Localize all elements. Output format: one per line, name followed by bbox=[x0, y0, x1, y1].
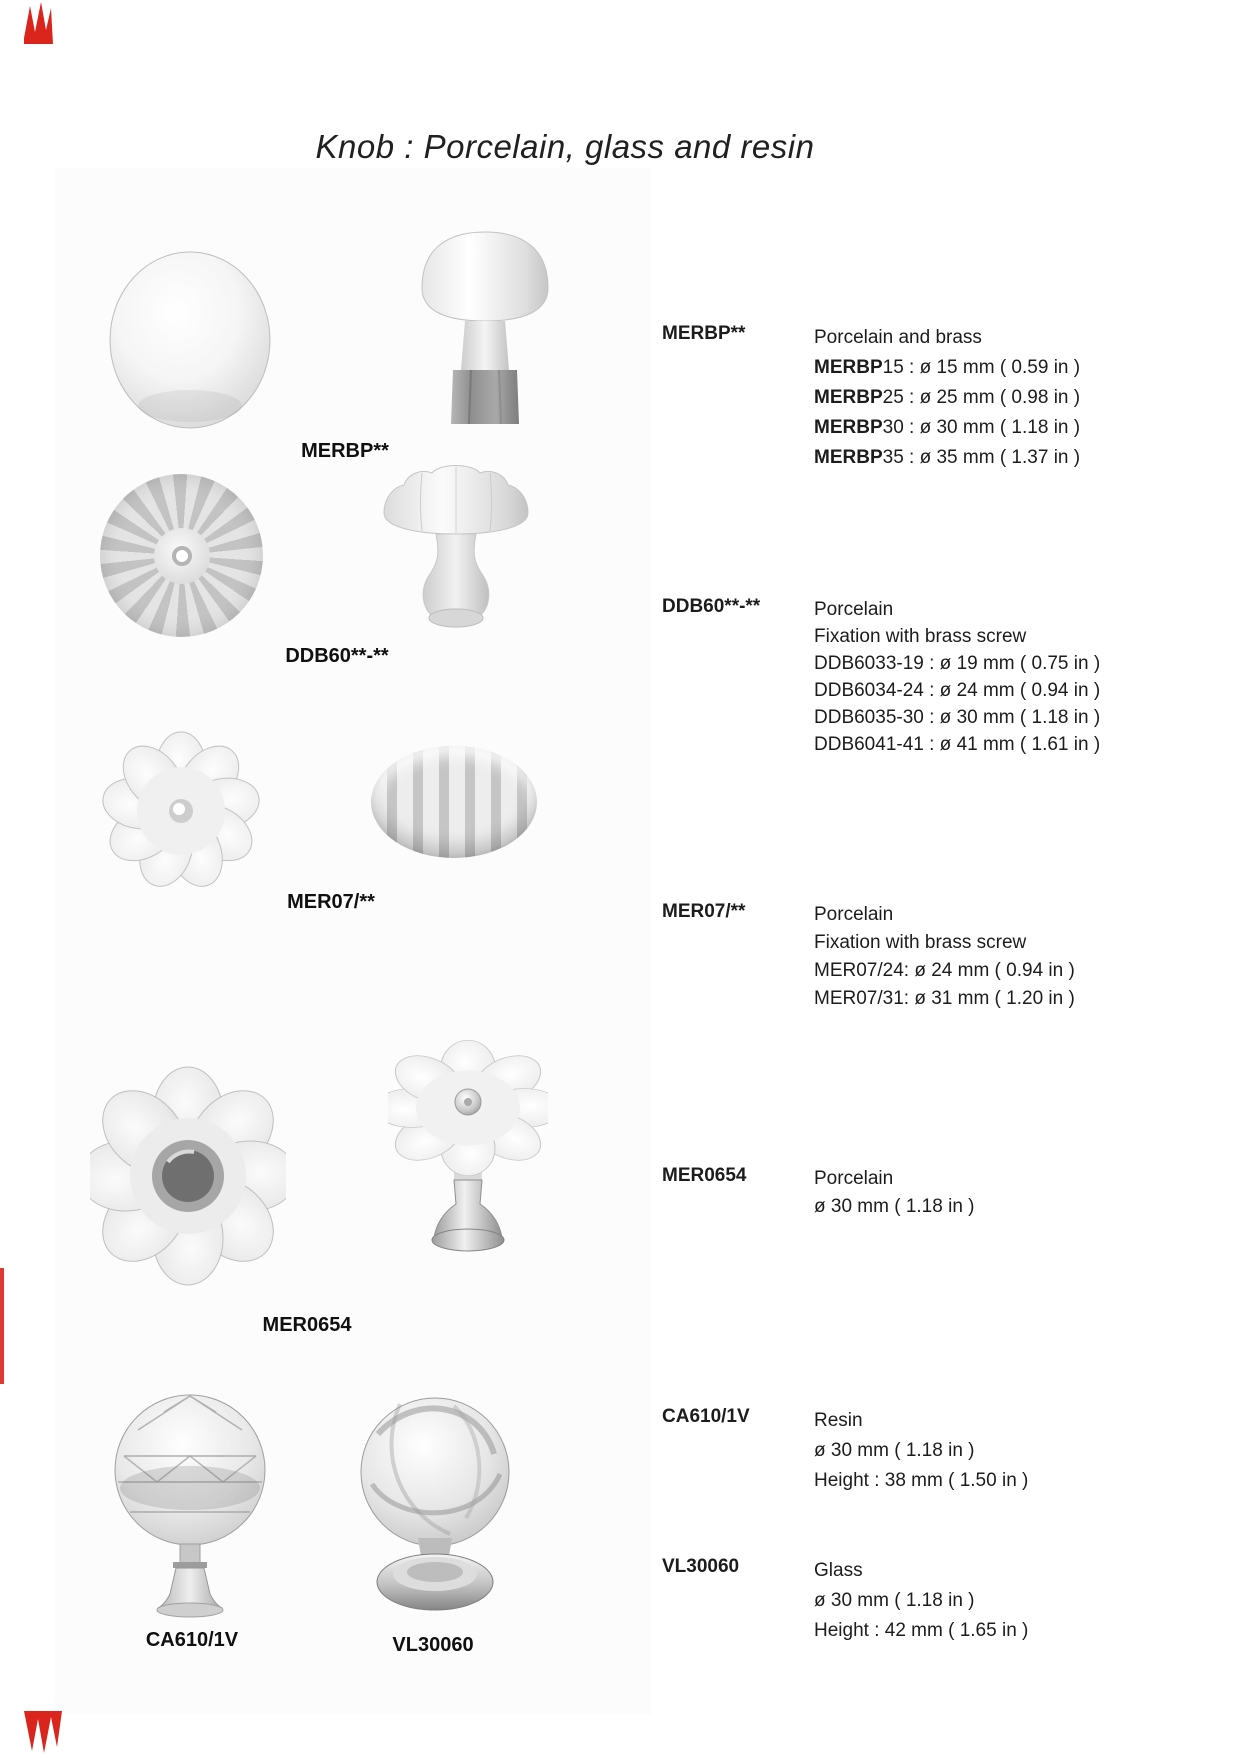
red-print-mark-bottom bbox=[24, 1711, 62, 1753]
spec-line: MERBP35 : ø 35 mm ( 1.37 in ) bbox=[814, 447, 1081, 468]
photo-merbp-mushroom-knob bbox=[410, 226, 560, 428]
disc-screw-hole bbox=[172, 546, 192, 566]
product-code-vl30060: VL30060 bbox=[662, 1556, 740, 1577]
photo-mer0654-knob-with-base bbox=[388, 1030, 548, 1274]
photo-ca610-crystal-knob bbox=[112, 1368, 268, 1628]
caption-ca610: CA610/1V bbox=[145, 1629, 239, 1651]
spec-line: MERBP25 : ø 25 mm ( 0.98 in ) bbox=[814, 387, 1081, 408]
product-code-mer0654: MER0654 bbox=[662, 1165, 747, 1186]
fluted-disc-shape bbox=[100, 474, 263, 637]
spec-line: Porcelain bbox=[814, 599, 894, 620]
spec-line: ø 30 mm ( 1.18 in ) bbox=[814, 1590, 975, 1611]
caption-ddb60: DDB60**-** bbox=[285, 645, 389, 667]
photo-ddb60-fluted-knob bbox=[378, 463, 534, 637]
spec-line: Fixation with brass screw bbox=[814, 932, 1027, 953]
spec-line: Porcelain bbox=[814, 1168, 894, 1189]
spec-line: MER07/24: ø 24 mm ( 0.94 in ) bbox=[814, 960, 1075, 981]
spec-line: DDB6034-24 : ø 24 mm ( 0.94 in ) bbox=[814, 680, 1101, 701]
photo-vl30060-glass-knob bbox=[358, 1372, 512, 1628]
spec-lines-mer0654 bbox=[814, 1165, 975, 1221]
spec-line: Glass bbox=[814, 1560, 863, 1581]
fluted-oval-shape bbox=[371, 746, 537, 858]
photo-mer07-flower-knob bbox=[92, 724, 270, 898]
caption-vl30060: VL30060 bbox=[392, 1634, 474, 1656]
product-code-ddb60: DDB60**-** bbox=[662, 596, 761, 617]
spec-lines-ddb60 bbox=[814, 596, 1100, 758]
spec-line: Height : 38 mm ( 1.50 in ) bbox=[814, 1470, 1029, 1491]
red-print-mark-top bbox=[24, 0, 54, 44]
spec-line: Porcelain bbox=[814, 904, 894, 925]
spec-line: Porcelain and brass bbox=[814, 327, 982, 348]
product-code-mer07: MER07/** bbox=[662, 901, 746, 922]
product-code-merbp: MERBP** bbox=[662, 323, 746, 344]
spec-lines-merbp bbox=[814, 323, 1080, 473]
red-edge-strip bbox=[0, 1268, 4, 1384]
spec-line: Fixation with brass screw bbox=[814, 626, 1027, 647]
caption-mer07: MER07/** bbox=[287, 891, 375, 913]
photo-mer0654-flower-front bbox=[90, 1054, 286, 1310]
spec-line: MER07/31: ø 31 mm ( 1.20 in ) bbox=[814, 988, 1075, 1009]
spec-lines-ca610 bbox=[814, 1406, 1028, 1496]
product-code-ca610: CA610/1V bbox=[662, 1406, 750, 1427]
spec-line: MERBP30 : ø 30 mm ( 1.18 in ) bbox=[814, 417, 1081, 438]
photo-merbp-ball-knob bbox=[107, 248, 273, 432]
spec-line: ø 30 mm ( 1.18 in ) bbox=[814, 1440, 975, 1461]
spec-line: MERBP15 : ø 15 mm ( 0.59 in ) bbox=[814, 357, 1081, 378]
spec-line: ø 30 mm ( 1.18 in ) bbox=[814, 1196, 975, 1217]
spec-lines-mer07 bbox=[814, 901, 1075, 1013]
spec-lines-vl30060 bbox=[814, 1556, 1028, 1646]
spec-line: Resin bbox=[814, 1410, 863, 1431]
page-title: Knob : Porcelain, glass and resin bbox=[315, 128, 815, 165]
spec-line: Height : 42 mm ( 1.65 in ) bbox=[814, 1620, 1029, 1641]
spec-line: DDB6035-30 : ø 30 mm ( 1.18 in ) bbox=[814, 707, 1101, 728]
caption-merbp: MERBP** bbox=[301, 440, 389, 462]
spec-line: DDB6033-19 : ø 19 mm ( 0.75 in ) bbox=[814, 653, 1101, 674]
caption-mer0654: MER0654 bbox=[262, 1314, 352, 1336]
spec-line: DDB6041-41 : ø 41 mm ( 1.61 in ) bbox=[814, 734, 1101, 755]
photo-mer07-side-view bbox=[371, 746, 537, 858]
photo-ddb60-fluted-disc bbox=[100, 474, 263, 637]
